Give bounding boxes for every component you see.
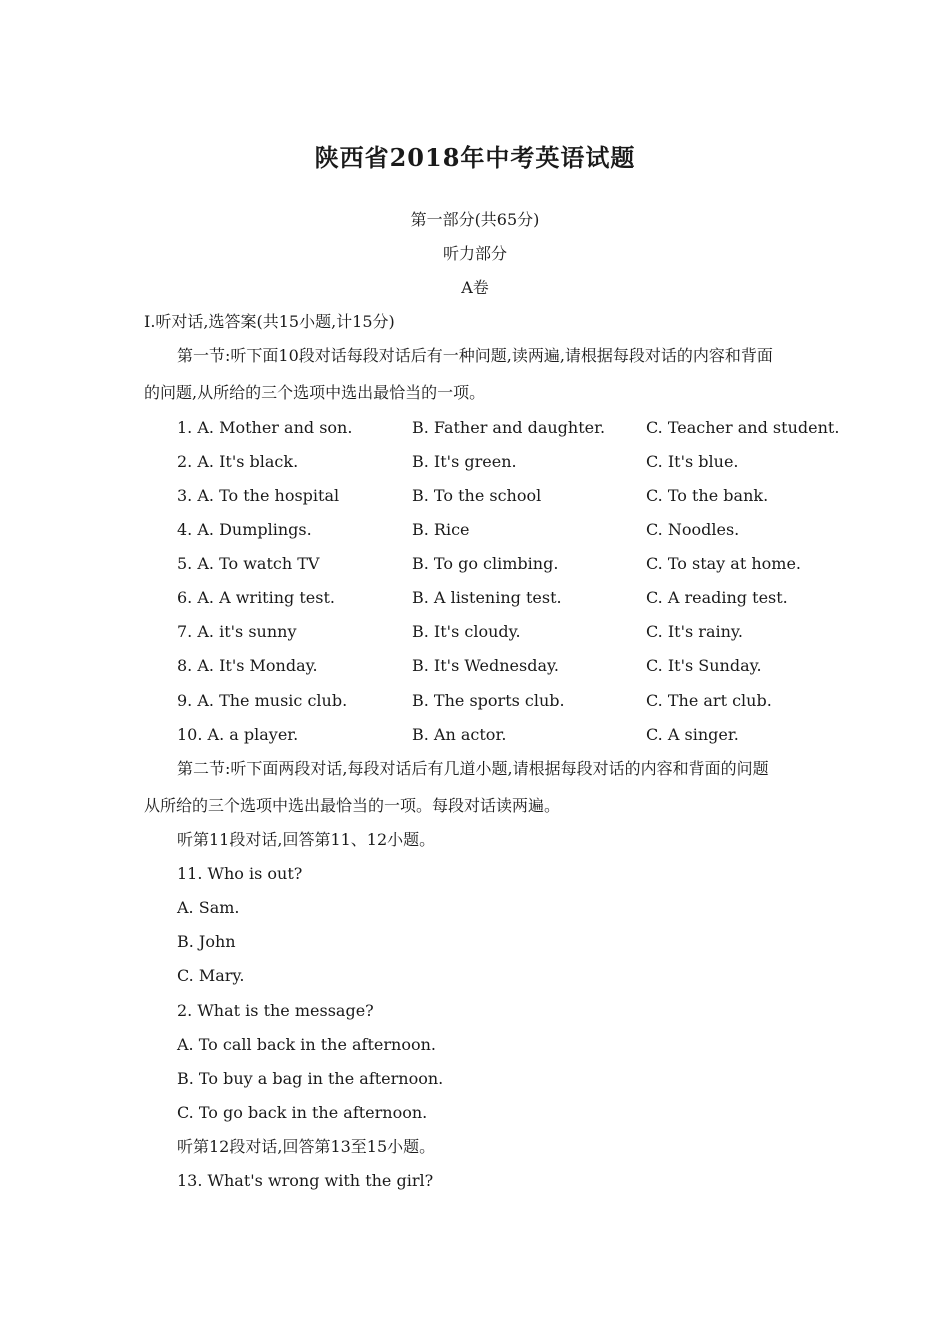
question-13: 13. What's wrong with the girl?: [177, 1171, 434, 1190]
option-a: 9. A. The music club.: [177, 691, 348, 710]
option-a: 7. A. it's sunny: [177, 622, 297, 641]
page-title: 陕西省2018年中考英语试题: [314, 143, 636, 172]
option-b: B. It's cloudy.: [412, 622, 521, 641]
question-12-option-a: A. To call back in the afternoon.: [177, 1035, 436, 1054]
option-c: C. To the bank.: [646, 486, 769, 505]
option-b: B. A listening test.: [412, 588, 562, 607]
section1-instructions: 第一节:听下面10段对话每段对话后有一种问题,读两遍,请根据每段对话的内容和背面: [177, 346, 773, 365]
option-a: 5. A. To watch TV: [177, 554, 320, 573]
option-a: 6. A. A writing test.: [177, 588, 335, 607]
option-c: C. To stay at home.: [646, 554, 802, 573]
option-c: C. It's rainy.: [646, 622, 743, 641]
section2-instructions: 第二节:听下面两段对话,每段对话后有几道小题,请根据每段对话的内容和背面的问题: [177, 759, 769, 778]
question-11: 11. Who is out?: [177, 864, 303, 883]
question-11-option-b: B. John: [177, 932, 236, 951]
option-b: B. It's Wednesday.: [412, 656, 559, 675]
option-c: C. It's Sunday.: [646, 656, 762, 675]
section2-instructions-cont: 从所给的三个选项中选出最恰当的一项。每段对话读两遍。: [144, 796, 561, 815]
part-heading: 第一部分(共65分): [410, 210, 540, 229]
option-a: 8. A. It's Monday.: [177, 656, 318, 675]
option-b: B. To the school: [412, 486, 542, 505]
question-12-option-c: C. To go back in the afternoon.: [177, 1103, 428, 1122]
option-c: C. Noodles.: [646, 520, 740, 539]
question-12: 2. What is the message?: [177, 1001, 374, 1020]
option-b: B. Rice: [412, 520, 470, 539]
question-12-option-b: B. To buy a bag in the afternoon.: [177, 1069, 444, 1088]
question-11-option-a: A. Sam.: [177, 898, 240, 917]
question-11-option-c: C. Mary.: [177, 966, 245, 985]
option-c: C. A reading test.: [646, 588, 788, 607]
option-c: C. A singer.: [646, 725, 739, 744]
option-b: B. Father and daughter.: [412, 418, 606, 437]
option-c: C. The art club.: [646, 691, 772, 710]
option-b: B. To go climbing.: [412, 554, 559, 573]
option-a: 4. A. Dumplings.: [177, 520, 312, 539]
option-b: B. The sports club.: [412, 691, 565, 710]
option-b: B. It's green.: [412, 452, 517, 471]
section-heading: I.听对话,选答案(共15小题,计15分): [144, 312, 395, 331]
dialog-12-heading: 听第12段对话,回答第13至15小题。: [177, 1137, 436, 1156]
option-a: 3. A. To the hospital: [177, 486, 340, 505]
listening-heading: 听力部分: [442, 244, 507, 263]
option-a: 2. A. It's black.: [177, 452, 299, 471]
volume-heading: A卷: [461, 278, 489, 297]
option-a: 10. A. a player.: [177, 725, 299, 744]
option-b: B. An actor.: [412, 725, 507, 744]
section1-instructions-cont: 的问题,从所给的三个选项中选出最恰当的一项。: [144, 383, 486, 402]
option-c: C. It's blue.: [646, 452, 739, 471]
option-a: 1. A. Mother and son.: [177, 418, 353, 437]
option-c: C. Teacher and student.: [646, 418, 840, 437]
dialog-11-heading: 听第11段对话,回答第11、12小题。: [177, 830, 436, 849]
